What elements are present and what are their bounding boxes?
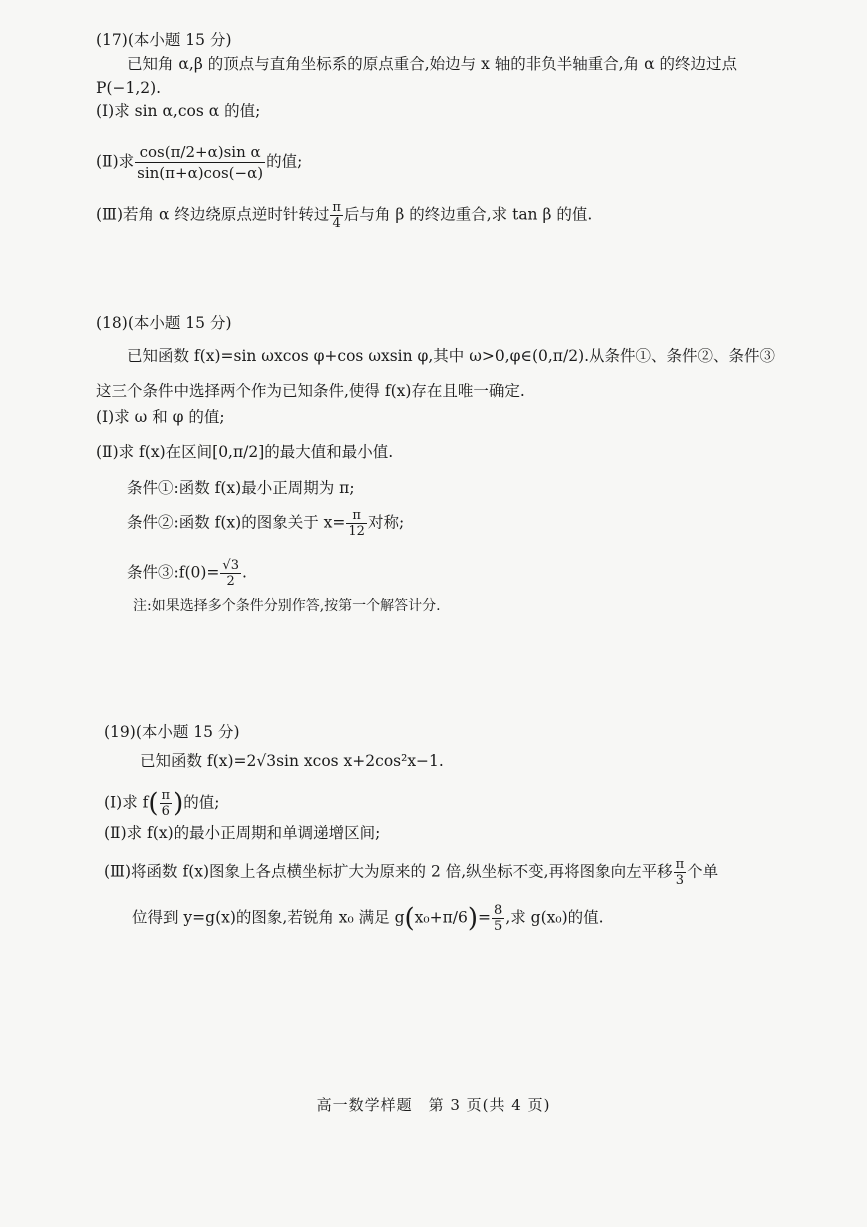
q17-part3-fraction bbox=[330, 200, 343, 231]
q19-part3-fraction bbox=[674, 857, 687, 888]
q17-part3-den: 4 bbox=[332, 216, 341, 231]
page-footer: 高一数学样题 第 3 页(共 4 页) bbox=[316, 1096, 551, 1114]
q19-part2: (Ⅱ)求 f(x)的最小正周期和单调递增区间; bbox=[104, 824, 381, 842]
q17-line2: P(−1,2). bbox=[96, 79, 162, 97]
q19-part3-line2: 位得到 y=g(x)的图象,若锐角 x₀ 满足 g(x₀+π/6)= $\frac{8}{5}$ ,求 g(x₀)的值. bbox=[132, 903, 604, 934]
q17-part3-lead: (Ⅲ)若角 α 终边绕原点逆时针转过 bbox=[96, 205, 330, 224]
q17-part2-denominator: sin(π+α)cos(−α) bbox=[137, 164, 264, 182]
q18-part2-interval: [0,π/2] bbox=[212, 443, 265, 461]
q19-part3-line2-lead: 位得到 y=g(x)的图象,若锐角 x₀ 满足 g bbox=[132, 908, 405, 927]
q18-part2 bbox=[96, 442, 393, 462]
q18-cond2-fraction bbox=[346, 508, 367, 539]
q18-cond2-den: 12 bbox=[348, 524, 365, 539]
q17-part2-tail: 的值; bbox=[266, 152, 303, 171]
q17-header: (17)(本小题 15 分) bbox=[96, 31, 232, 49]
q19-part3-num: π bbox=[675, 857, 685, 872]
q18-condition-1: 条件①:函数 f(x)最小正周期为 π; bbox=[127, 479, 355, 497]
q18-line1-interval: (0,π/2) bbox=[531, 347, 585, 365]
q19-part3-line2-fraction bbox=[492, 903, 504, 934]
q19-part1-lead: (Ⅰ)求 f bbox=[104, 793, 149, 812]
q17-part2-fraction bbox=[135, 142, 265, 183]
q18-cond2-tail: 对称; bbox=[367, 513, 405, 532]
q19-header: (19)(本小题 15 分) bbox=[104, 723, 240, 741]
q18-cond3-lead: 条件③:f(0)= bbox=[127, 563, 220, 582]
q17-part3 bbox=[96, 200, 592, 231]
q19-part1-tail: 的值; bbox=[183, 793, 220, 812]
q18-cond3-den: 2 bbox=[226, 574, 235, 589]
q18-cond3-num: √3 bbox=[222, 558, 239, 573]
q19-part3-line2-tail: ,求 g(x₀)的值. bbox=[505, 908, 604, 927]
q17-part1: (Ⅰ)求 sin α,cos α 的值; bbox=[96, 102, 261, 120]
q19-part1-fraction bbox=[160, 788, 173, 819]
q19-part3-line2-inner: x₀+π/6 bbox=[414, 908, 468, 927]
q18-part2-lead: (Ⅱ)求 f(x)在区间 bbox=[96, 443, 213, 461]
q18-cond3-tail: . bbox=[241, 563, 247, 582]
q17-part2 bbox=[96, 142, 302, 183]
q18-line1-tail: .从条件①、条件②、条件③ bbox=[584, 347, 776, 365]
q18-header: (18)(本小题 15 分) bbox=[96, 314, 232, 332]
q19-line1: 已知函数 f(x)=2√3sin xcos x+2cos²x−1. bbox=[140, 752, 444, 770]
q18-condition-3 bbox=[127, 558, 247, 589]
q18-note: 注:如果选择多个条件分别作答,按第一个解答计分. bbox=[133, 598, 441, 614]
q18-condition-2 bbox=[127, 508, 404, 539]
q19-part3-den: 3 bbox=[675, 873, 685, 888]
q17-part2-numerator: cos(π/2+α)sin α bbox=[135, 142, 265, 163]
q19-part1: (Ⅰ)求 f( $\frac{\pi}{6}$ )的值; bbox=[104, 788, 220, 819]
q19-part3-tail: 个单 bbox=[687, 862, 719, 881]
q19-part3-line2-den: 5 bbox=[494, 919, 503, 934]
q19-part3 bbox=[104, 857, 718, 888]
q17-line1: 已知角 α,β 的顶点与直角坐标系的原点重合,始边与 x 轴的非负半轴重合,角 α 的终边过点 bbox=[127, 55, 737, 73]
q17-part3-tail: 后与角 β 的终边重合,求 tan β 的值. bbox=[343, 205, 593, 224]
q18-line1 bbox=[127, 346, 775, 366]
q18-line1-lead: 已知函数 f(x)=sin ωxcos φ+cos ωxsin φ,其中 ω>0,φ∈ bbox=[127, 347, 532, 365]
q19-part1-den: 6 bbox=[161, 804, 170, 819]
q18-part2-tail: 的最大值和最小值. bbox=[264, 443, 394, 461]
q19-part3-lead: (Ⅲ)将函数 f(x)图象上各点横坐标扩大为原来的 2 倍,纵坐标不变,再将图象向左平移 bbox=[104, 862, 673, 881]
q19-part3-line2-eq: = bbox=[478, 908, 492, 927]
q19-part1-num: π bbox=[161, 788, 171, 803]
q19-part3-line2-num: 8 bbox=[494, 903, 503, 918]
q18-cond2-lead: 条件②:函数 f(x)的图象关于 x= bbox=[127, 513, 346, 532]
q18-cond2-num: π bbox=[346, 508, 367, 524]
q18-part1: (Ⅰ)求 ω 和 φ 的值; bbox=[96, 408, 225, 426]
q17-part2-lead: (Ⅱ)求 bbox=[96, 152, 135, 171]
q18-cond3-fraction bbox=[220, 558, 241, 589]
q17-part3-num: π bbox=[332, 200, 341, 215]
q18-line2: 这三个条件中选择两个作为已知条件,使得 f(x)存在且唯一确定. bbox=[96, 382, 525, 400]
